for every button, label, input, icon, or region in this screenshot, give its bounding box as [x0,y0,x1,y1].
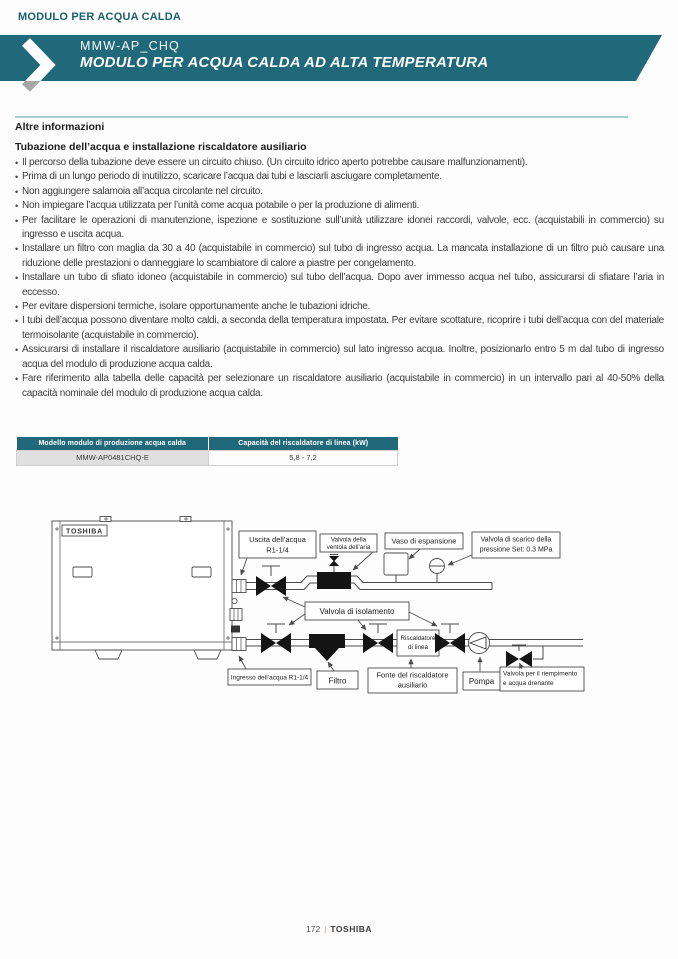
bullet-item: • I tubi dell’acqua possono diventare molto caldi, a seconda della temperatura impostata. Per evitare scottature, ricoprire i tubi dell’acqua con del materiale termoisolante (acquistabile in commercio). [15,314,664,343]
page-number: 172 [305,924,321,934]
air-vent-valve [317,555,351,590]
line-heater-label-1: Riscaldatore [400,635,436,642]
svg-text:Valvola per il riempimento: Valvola per il riempimento [503,670,578,678]
bullet-item: • Non impiegare l’acqua utilizzata per l’unità come acqua potabile o per la produzione di alimenti. [15,199,664,213]
svg-text:Vaso di espansione: Vaso di espansione [391,536,457,546]
label-air-vent [320,534,377,570]
label-water-outlet [239,531,316,575]
capacity-table [16,437,398,466]
pressure-relief-valve [430,559,445,584]
bullet-item: • Il percorso della tubazione deve essere un circuito chiuso. (Un circuito idrico aperto potrebbe causare malfunzionamenti). [15,156,664,170]
svg-text:Pompa: Pompa [468,677,495,686]
line-heater-box [397,630,439,656]
svg-text:ausiliario: ausiliario [397,680,428,690]
section-title: Altre informazioni [15,121,105,133]
svg-text:ventola dell’aria: ventola dell’aria [326,544,371,551]
pump-symbol [469,633,490,654]
page-footer [0,924,678,934]
svg-text:Ingresso dell’acqua R1-1/4: Ingresso dell’acqua R1-1/4 [230,674,309,682]
model-code: MMW-AP_CHQ [80,39,180,53]
bullet-item: • Installare un filtro con maglia da 30 a 40 (acquistabile in commercio) sul tubo di ingresso acqua. La mancata installazione di un filtro può causare una riduzione delle prestazioni o danneggiare lo scambiatore di calore a piastre per congelamento. [15,242,664,271]
bullet-item: • Assicurarsi di installare il riscaldatore ausiliario (acquistabile in commercio) sul lato ingresso acqua. Inoltre, posizionarlo entro 5 m dal tubo di ingresso acqua del modulo di produzione acqua calda. [15,343,664,372]
bullet-item: • Installare un tubo di sfiato idoneo (acquistabile in commercio) sul tubo dell’acqua. Dopo aver immesso acqua nel tubo, assicurarsi di sfiatare l’aria in eccesso. [15,271,664,300]
svg-text:Fonte del riscaldatore: Fonte del riscaldatore [376,670,449,680]
line-heater-label-2: di linea [408,644,428,651]
label-fill-drain-valve [500,663,584,691]
bullet-item: • Per evitare dispersioni termiche, isolare opportunamente anche le tubazioni idriche. [15,300,664,314]
table-header-model: Modello modulo di produzione acqua calda [17,437,209,450]
unit-side-fittings [230,580,246,651]
svg-text:Valvola di isolamento: Valvola di isolamento [319,607,395,616]
isolation-valve-lower-3 [435,624,465,653]
svg-text:R1-1/4: R1-1/4 [266,545,289,555]
footer-separator: | [324,924,327,934]
svg-text:pressione Set: 0.3 MPa: pressione Set: 0.3 MPa [479,546,553,554]
heat-pump-unit [52,517,246,660]
drain-branch-pipe [533,646,543,659]
svg-text:e acqua drenante: e acqua drenante [503,680,554,687]
label-water-inlet [228,656,311,685]
info-bullet-list [15,156,664,401]
label-aux-heater-source [368,659,457,693]
unit-foot [95,650,122,659]
bullet-item: • Prima di un lungo periodo di inutilizzo, scaricare l’acqua dai tubi e lasciarli asciugare completamente. [15,170,664,184]
page-title: MODULO PER ACQUA CALDA AD ALTA TEMPERATURA [80,54,489,71]
label-filter [317,662,358,689]
unit-brand-label: TOSHIBA [66,528,103,536]
isolation-valve-lower-2 [363,624,393,653]
chevron-icon [15,38,67,96]
bullet-item: • Per facilitare le operazioni di manutenzione, ispezione e sostituzione sull’unità utilizzare idonei raccordi, valvole, ecc. (acquistabili in commercio) su ingresso e uscita acqua. [15,214,664,243]
svg-text:Valvola di scarico della: Valvola di scarico della [480,536,552,544]
label-pressure-relief [448,532,560,565]
bullet-item: • Fare riferimento alla tabella delle capacità per selezionare un riscaldatore ausiliario (acquistabile in commercio) in un intervallo pari al 40-50% della capacità nominale del modulo di produzione acqua calda. [15,372,664,401]
footer-brand: TOSHIBA [330,924,372,934]
unit-foot [194,650,221,659]
expansion-vessel [384,553,408,583]
cell-capacity: 5,8 - 7,2 [209,450,398,465]
svg-text:Valvola della: Valvola della [330,536,367,544]
bullet-item: • Non aggiungere salamoia all’acqua circolante nel circuito. [15,185,664,199]
label-isolation-valve [283,597,437,630]
filter-strainer [309,634,345,661]
label-pump [463,657,500,690]
piping-diagram [40,510,660,710]
table-row [17,450,398,465]
svg-text:Filtro: Filtro [328,676,347,686]
svg-text:Uscita dell’acqua: Uscita dell’acqua [249,535,306,544]
isolation-valve-upper [256,566,286,596]
subsection-title: Tubazione dell’acqua e installazione riscaldatore ausiliario [15,141,307,153]
fill-drain-valve [506,645,532,667]
isolation-valve-lower-1 [261,624,291,653]
page-kicker: MODULO PER ACQUA CALDA [18,11,182,23]
section-rule [15,116,628,118]
cell-model: MMW-AP0481CHQ-E [17,450,209,465]
table-header-capacity: Capacità del riscaldatore di linea (kW) [209,437,398,450]
